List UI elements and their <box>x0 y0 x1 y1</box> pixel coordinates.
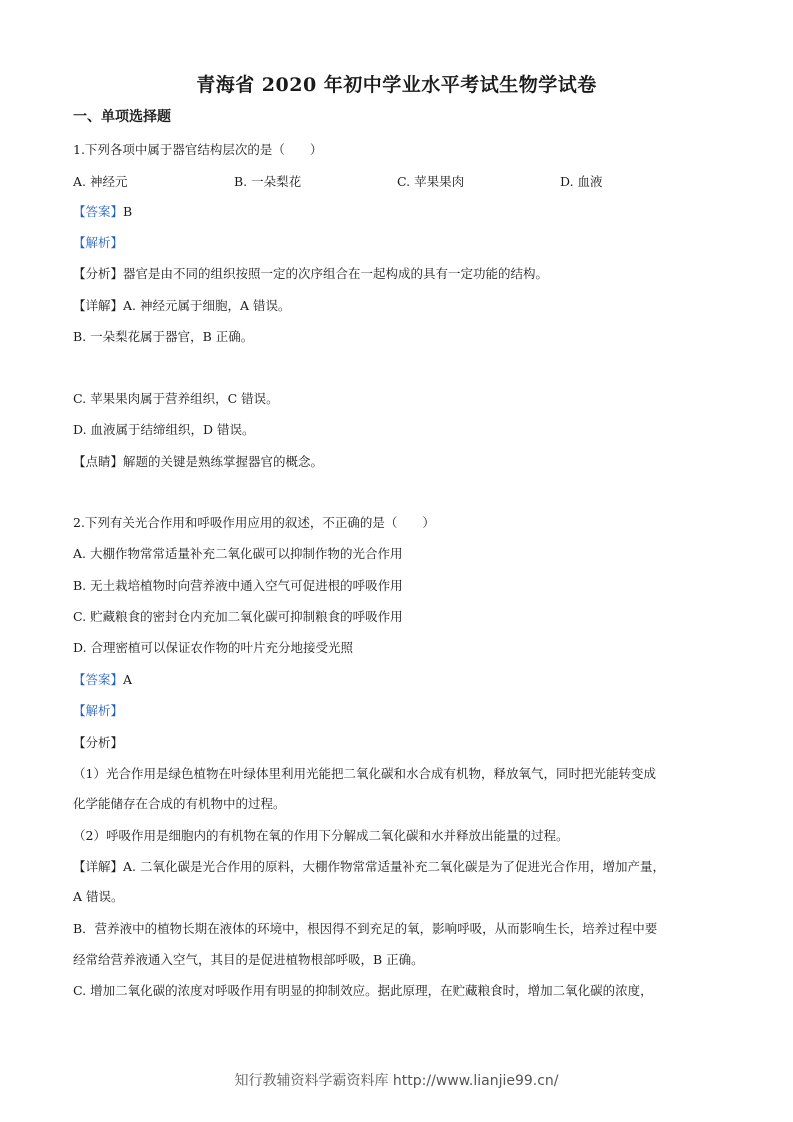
q2-option-a: A. 大棚作物常常适量补充二氧化碳可以抑制作物的光合作用 <box>73 546 403 561</box>
q1-option-a: A. 神经元 <box>73 174 128 189</box>
q2-stem: 2.下列有关光合作用和呼吸作用应用的叙述，不正确的是（ ） <box>73 515 435 530</box>
q1-line-c: C. 苹果果肉属于营养组织，C 错误。 <box>73 391 279 406</box>
xiangjie-tag: 【详解】 <box>73 859 124 874</box>
q1-option-b: B. 一朵梨花 <box>234 174 302 189</box>
q2-fenxi-p1-line1: （1）光合作用是绿色植物在叶绿体里利用光能把二氧化碳和水合成有机物，释放氧气，同时把光能转变成 <box>73 766 656 781</box>
q2-xiangjie-b2: 经常给营养液通入空气，其目的是促进植物根部呼吸，B 正确。 <box>73 952 424 967</box>
q1-line-d: D. 血液属于结缔组织，D 错误。 <box>73 422 255 437</box>
q2-xiangjie-line <box>73 858 665 876</box>
q1-fenxi-text: 器官是由不同的组织按照一定的次序组合在一起构成的具有一定功能的结构。 <box>123 266 549 281</box>
q2-fenxi-tag: 【分析】 <box>73 735 124 750</box>
section-heading: 一、单项选择题 <box>73 109 171 125</box>
page-title: 青海省 2020 年初中学业水平考试生物学试卷 <box>196 74 597 96</box>
q1-answer: B <box>123 204 133 219</box>
q2-xiangjie-b1: B．营养液中的植物长期在液体的环境中，根因得不到充足的氧，影响呼吸，从而影响生长，培养过程中要 <box>73 921 658 936</box>
q1-xiangjie-a: A. 神经元属于细胞，A 错误。 <box>123 298 291 313</box>
q1-fenxi-line <box>73 265 548 283</box>
q2-answer: A <box>123 672 133 687</box>
q2-xiangjie-a1: A. 二氧化碳是光合作用的原料，大棚作物常常适量补充二氧化碳是为了促进光合作用，增加产量， <box>123 859 665 874</box>
jiexi-tag: 【解析】 <box>73 235 124 250</box>
q1-line-b: B. 一朵梨花属于器官，B 正确。 <box>73 329 254 344</box>
answer-tag: 【答案】 <box>73 204 124 219</box>
xiangjie-tag: 【详解】 <box>73 298 124 313</box>
q1-dianjing-line <box>73 453 323 471</box>
q1-option-d: D. 血液 <box>560 174 603 189</box>
q1-jiexi-line <box>73 234 123 252</box>
fenxi-tag: 【分析】 <box>73 266 124 281</box>
dianjing-tag: 【点睛】 <box>73 454 124 469</box>
q2-option-d: D. 合理密植可以保证农作物的叶片充分地接受光照 <box>73 640 354 655</box>
answer-tag: 【答案】 <box>73 672 124 687</box>
q1-answer-line <box>73 203 132 221</box>
q2-jiexi-line <box>73 702 123 720</box>
footer-watermark: 知行教辅资料学霸资料库 http://www.lianjie99.cn/ <box>234 1073 559 1089</box>
q2-fenxi-p2: （2）呼吸作用是细胞内的有机物在氧的作用下分解成二氧化碳和水并释放出能量的过程。 <box>73 828 569 843</box>
q2-xiangjie-a2: A 错误。 <box>73 889 124 904</box>
q2-answer-line <box>73 671 132 689</box>
q1-option-c: C. 苹果果肉 <box>397 174 465 189</box>
q2-fenxi-p1-line2: 化学能储存在合成的有机物中的过程。 <box>73 796 286 811</box>
q2-option-b: B. 无土栽培植物时向营养液中通入空气可促进根的呼吸作用 <box>73 578 403 593</box>
q2-option-c: C. 贮藏粮食的密封仓内充加二氧化碳可抑制粮食的呼吸作用 <box>73 609 403 624</box>
jiexi-tag: 【解析】 <box>73 703 124 718</box>
q1-stem: 1.下列各项中属于器官结构层次的是（ ） <box>73 142 323 157</box>
q2-xiangjie-c1: C. 增加二氧化碳的浓度对呼吸作用有明显的抑制效应。据此原理，在贮藏粮食时，增加二氧化碳的浓度， <box>73 983 653 998</box>
q1-xiangjie-line <box>73 297 291 315</box>
q1-dianjing-text: 解题的关键是熟练掌握器官的概念。 <box>123 454 324 469</box>
